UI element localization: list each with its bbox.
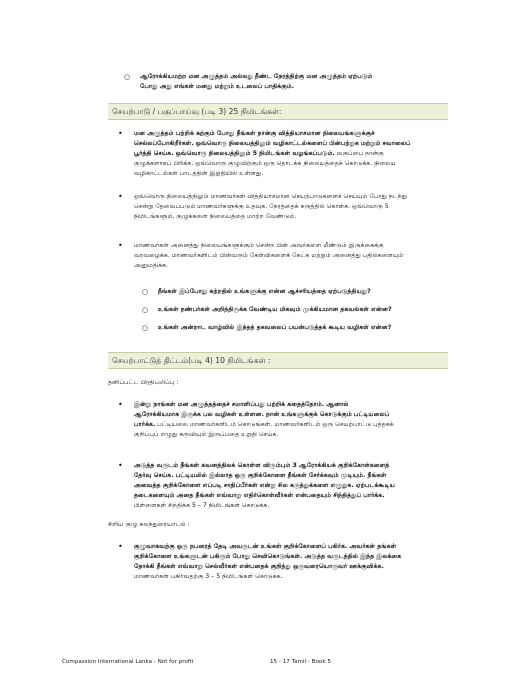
bullet-item [134, 542, 452, 582]
bold-segment: பூர்த்தி செய்க. ஒவ்வொரு நிலையத்திலும் 5 நிமிடங்கள் வழங்கப்படும். [134, 150, 335, 157]
text-line: குறிக்கோளை உங்களுடன் பகிரும் போது செவிகொடுங்கள். அடுத்த வருடத்தில் இந்த இலக்கை [134, 553, 402, 560]
text-line: குழுவாகவற்கு ஒரு நபரைத் தேடி அவருடன் உங்கள் குறிக்கோளைப் பகிர்க. அவர்கள் தங்கள் [134, 543, 397, 550]
ring-bullet-icon: ○ [142, 306, 149, 314]
text-line: வழிகாட்டல்கள் பாடத்தின் இறுதியில் உள்ளது. [134, 170, 264, 177]
bullet-item [134, 241, 452, 271]
text-line: அவைத்த குறிக்கோளை எப்படி சாதிப்பீர்கள் என்று சில கருத்துக்களை எழுதுக. ஏற்படக்கூடிய [134, 482, 395, 489]
text-line: வரவழைக்க. மாணவர்களிடம் பின்வரும் கேள்விகளைக் கேட்க மற்றும் அனைத்து பதில்களையும் [134, 252, 404, 259]
section-heading: செயற்பாட்டுத் திட்டம்(படி 4) 10 நிமிடங்கள் : [112, 356, 271, 365]
bullet-icon: • [118, 192, 123, 201]
ring-bullet-icon: ○ [142, 324, 149, 332]
bullet-icon: • [118, 129, 123, 138]
bullet-icon: • [118, 241, 123, 250]
section-heading-band [108, 103, 448, 120]
text-line: செல்லப்போகிறீர்கள். ஒவ்வொரு நிலையத்திலும் வழிகாட்டல்களைப் பின்பற்றுக மற்றும் சவாலைப் [134, 140, 411, 147]
bullet-item [134, 129, 452, 179]
section-heading: செயற்பாடு / பகுப்பாய்வு (படி 3) 25 நிமிடங்கள்: [112, 107, 282, 116]
text-line: ஒவ்வொரு நிலையத்திலும் மாணவர்கள் வித்தியாசமான செயற்பாடுகளைச் செய்யும் போது நடந்து [134, 193, 408, 200]
text-line: மன அழுத்தம் பற்றிக் கற்கும் போது நீங்கள் நான்கு வித்தியாசமான நிலையங்களுக்குச் [134, 130, 375, 137]
text-line: மாணவர்கள் பகிர்வதற்கு 3 – 5 நிமிடங்கள் கொடுக்க. [134, 573, 283, 580]
text-line: அடுத்த வருடம் நீங்கள் கவனத்திலக் கொள்ள விரும்பும் 3 ஆரோக்கியக் குறிக்கோள்களைத் [134, 462, 390, 469]
text-line: ஆரோக்கியமாக இருக்க பல வழிகள் உள்ளன. நான் உங்களுக்குக் கொடுக்கும் பட்டியலைப் [134, 411, 390, 418]
text-line: இன்று நாங்கள் மன அழுத்தத்தைச் சமாளிப்பது பற்றிக் கதைத்தோம். ஆனால் [134, 401, 349, 408]
question-item: உங்கள் நண்பர்கள் அறிந்திருக்க வேண்டிய மிகவும் முக்கியமான தகவல்கள் என்ன? [158, 306, 392, 313]
text-line: ஆரோக்கியமற்ற மன அழுத்தம் அல்லது நீண்ட நேரத்திற்கு மன அழுத்தம் ஏற்படும் [140, 73, 373, 80]
bullet-item [134, 400, 452, 440]
ring-bullet-icon: ○ [142, 288, 149, 296]
text-line: தேர்வு செய்க. பட்டியலில் இல்லாத ஒரு குறிக்கோளை நீங்கள் சேர்க்கவும் முடியும். நீங்கள் [134, 472, 387, 479]
question-item: உங்கள் அன்றாட வாழ்வில் இந்தத் தகவலைப் பயன்படுத்தக் கூடிய வழிகள் என்ன? [158, 324, 392, 331]
bullet-icon: • [118, 400, 123, 409]
subheading: தனிப்பட்ட பிரதிபலிப்பு : [108, 379, 179, 386]
ring-bullet-icon: ○ [124, 73, 131, 81]
normal-segment: வகுப்பை நான்கு [334, 150, 384, 157]
section-heading-band [108, 352, 448, 369]
bold-segment: பார்க்க. [134, 421, 156, 428]
bullet-item [134, 461, 452, 511]
text-line: சென்று தேவைப்படும் மாணவர்களுக்கு உதவுக. நேரத்தைக் கருத்தில் கொள்க. ஒவ்வொரு 5 [134, 203, 389, 210]
text-line: நிமிடங்களும், குழுக்களை நிலையத்தை மாற்ற வேண்டும். [134, 213, 297, 220]
text-line: குழுக்களாகப் பிரிக்க. ஒவ்வொரு குழுவிற்கும் ஒரு தொடக்க நிலையத்தைக் கொடுக்க. நிலைய [134, 160, 396, 167]
bullet-item [134, 192, 452, 222]
text-line: தடைகளையும் அதை நீங்கள் எவ்வாறு எதிர்கொள்வீர்கள் என்பதையும் சிந்தித்துப் பார்க்க. [134, 492, 385, 499]
text-line: மாணவர்கள் அனைத்து நிலையங்களுக்கும் சென்ற பின் அவர்களை மீண்டும் இருக்கைக்கு [134, 242, 384, 249]
bullet-icon: • [118, 542, 123, 551]
text-line [134, 149, 452, 159]
text-line [134, 420, 452, 430]
bullet-icon: • [118, 461, 123, 470]
text-line: அனுமதிக்க. [134, 262, 168, 269]
footer-left: Compassion International Lanka - Not for profit [62, 659, 194, 665]
text-line: பிள்ளைகள் சிந்திக்க 5 – 7 நிமிடங்கள் கொடுக்க. [134, 502, 270, 509]
text-line: போது அது எங்கள் மனது மற்றும் உடலைப் பாதிக்கும். [140, 83, 295, 90]
text-line: குறிப்புப் எழுது கருவியும் இருப்பதை உறுதி செய்க. [134, 431, 279, 438]
footer-right: 15 - 17 Tamil - Book 5 [270, 659, 331, 665]
subheading: சிறிய குழு கலந்துரையாடல் : [108, 521, 190, 528]
normal-segment: பட்டியலை மாணவர்களிடம் கொடுங்கள். மாணவர்களிடம் ஒரு செயற்பாட்டு புத்தகக் [155, 421, 394, 428]
text-line: நோக்கி நீங்கள் எவ்வாறு செல்வீர்கள் என்பதைக் குறித்து ஒருவரையொருவர் ஊக்குவிக்க. [134, 563, 384, 570]
top-sub-point [140, 72, 450, 92]
question-item: நீங்கள் இப்போது கற்றதில் உங்களுக்கு என்ன ஆச்சரியத்தை ஏற்படுத்தியது? [158, 288, 371, 295]
